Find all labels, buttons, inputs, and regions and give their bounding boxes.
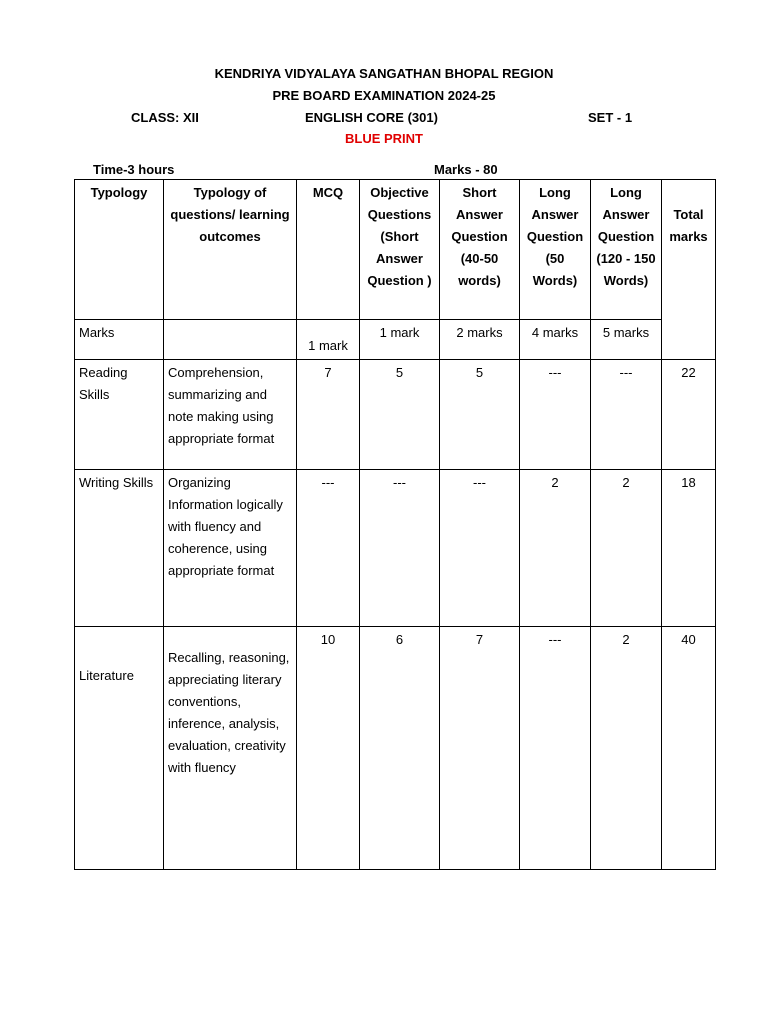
row-objective: 5 [360,360,440,470]
exam-title: PRE BOARD EXAMINATION 2024-25 [272,88,496,103]
row-typology: Literature [75,627,164,870]
row-typology: Writing Skills [75,470,164,627]
row-objective: --- [360,470,440,627]
row-objective: 6 [360,627,440,870]
row-long-120: 2 [591,470,662,627]
row-short: --- [440,470,520,627]
header-outcomes: Typology of questions/ learning outcomes [164,180,297,320]
set-label: SET - 1 [588,110,633,125]
marks-row-empty [164,320,297,360]
row-long-50: 2 [520,470,591,627]
table-header-row [75,180,716,320]
blueprint-table [74,179,716,870]
row-mcq: 10 [297,627,360,870]
class-label: CLASS: XII [131,110,199,125]
header-long-answer-50: Long Answer Question (50 Words) [520,180,591,320]
row-mcq: 7 [297,360,360,470]
subject-label: ENGLISH CORE (301) [305,110,438,125]
row-mcq: --- [297,470,360,627]
header-objective: Objective Questions (Short Answer Question ) [360,180,440,320]
row-outcomes: Recalling, reasoning, appreciating literary conventions, inference, analysis, evaluation, creativity with fluency [164,627,297,870]
row-short: 5 [440,360,520,470]
row-typology: Reading Skills [75,360,164,470]
row-long-50: --- [520,627,591,870]
row-long-120: 2 [591,627,662,870]
header-mcq: MCQ [297,180,360,320]
marks-label: Marks - 80 [434,162,498,177]
row-long-120: --- [591,360,662,470]
header-total: Total marks [662,180,716,360]
row-outcomes: Organizing Information logically with fluency and coherence, using appropriate format [164,470,297,627]
time-label: Time-3 hours [93,162,175,177]
row-long-50: --- [520,360,591,470]
marks-row [75,320,716,360]
marks-objective: 1 mark [360,320,440,360]
marks-mcq: 1 mark [297,320,360,360]
row-total: 18 [662,470,716,627]
marks-long-120: 5 marks [591,320,662,360]
table-row [75,470,716,627]
marks-short: 2 marks [440,320,520,360]
row-outcomes: Comprehension, summarizing and note making using appropriate format [164,360,297,470]
table-row [75,627,716,870]
blueprint-title: BLUE PRINT [345,131,423,146]
table-row [75,360,716,470]
region-title: KENDRIYA VIDYALAYA SANGATHAN BHOPAL REGION [214,66,554,81]
header-long-answer-120: Long Answer Question (120 - 150 Words) [591,180,662,320]
marks-long-50: 4 marks [520,320,591,360]
marks-row-label: Marks [75,320,164,360]
header-typology: Typology [75,180,164,320]
row-total: 22 [662,360,716,470]
header-short-answer: Short Answer Question (40-50 words) [440,180,520,320]
row-short: 7 [440,627,520,870]
row-total: 40 [662,627,716,870]
